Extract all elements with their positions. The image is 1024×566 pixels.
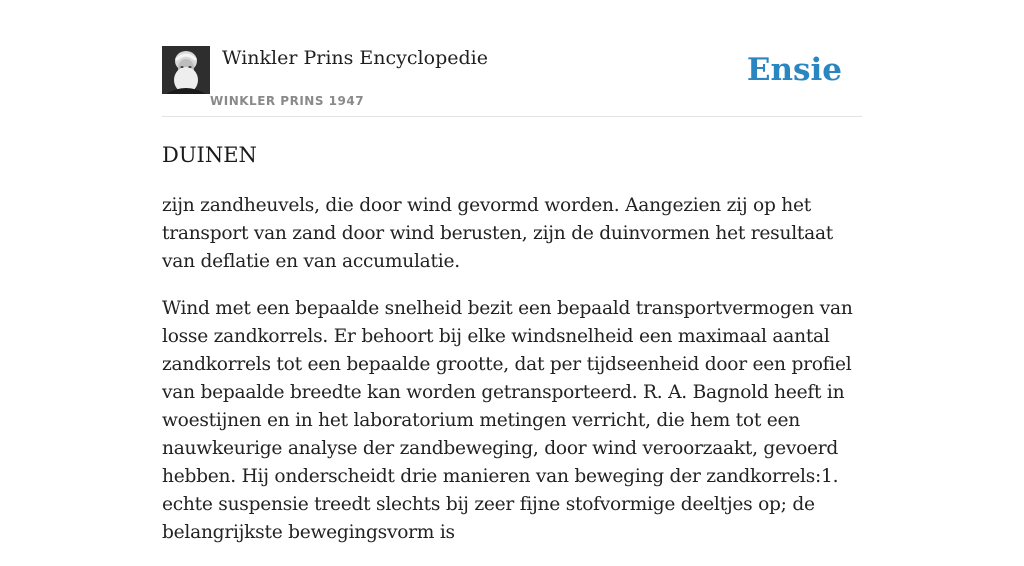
avatar[interactable] xyxy=(162,46,210,94)
header xyxy=(162,46,862,117)
bearded-man-portrait-icon xyxy=(162,46,210,94)
brand-logo-link[interactable]: Ensie xyxy=(746,52,842,88)
article-paragraph: Wind met een bepaalde snelheid bezit een bepaald transportvermogen van losse zandkorrels. Er behoort bij elke windsnelheid een maximaal aantal zandkorrels tot een bepaalde grootte, dat per tijdseenheid door een profiel van bepaalde breedte kan worden getransporteerd. R. A. Bagnold heeft in woestijnen en in het laboratorium metingen verricht, die hem tot een nauwkeurige analyse der zandbeweging, door wind veroorzaakt, gevoerd hebben. Hij onderscheidt drie manieren van beweging der zandkorrels:1. echte suspensie treedt slechts bij zeer fijne stofvormige deeltjes op; de belangrijkste bewegingsvorm is xyxy=(162,298,853,543)
article-paragraph: zijn zandheuvels, die door wind gevormd worden. Aangezien zij op het transport van zand door wind berusten, zijn de duinvormen het resultaat van deflatie en van accumulatie. xyxy=(162,195,833,272)
source-subtitle: WINKLER PRINS 1947 xyxy=(210,94,365,108)
article-body xyxy=(162,192,862,566)
source-title[interactable]: Winkler Prins Encyclopedie xyxy=(222,47,488,69)
article-title: DUINEN xyxy=(162,143,257,167)
